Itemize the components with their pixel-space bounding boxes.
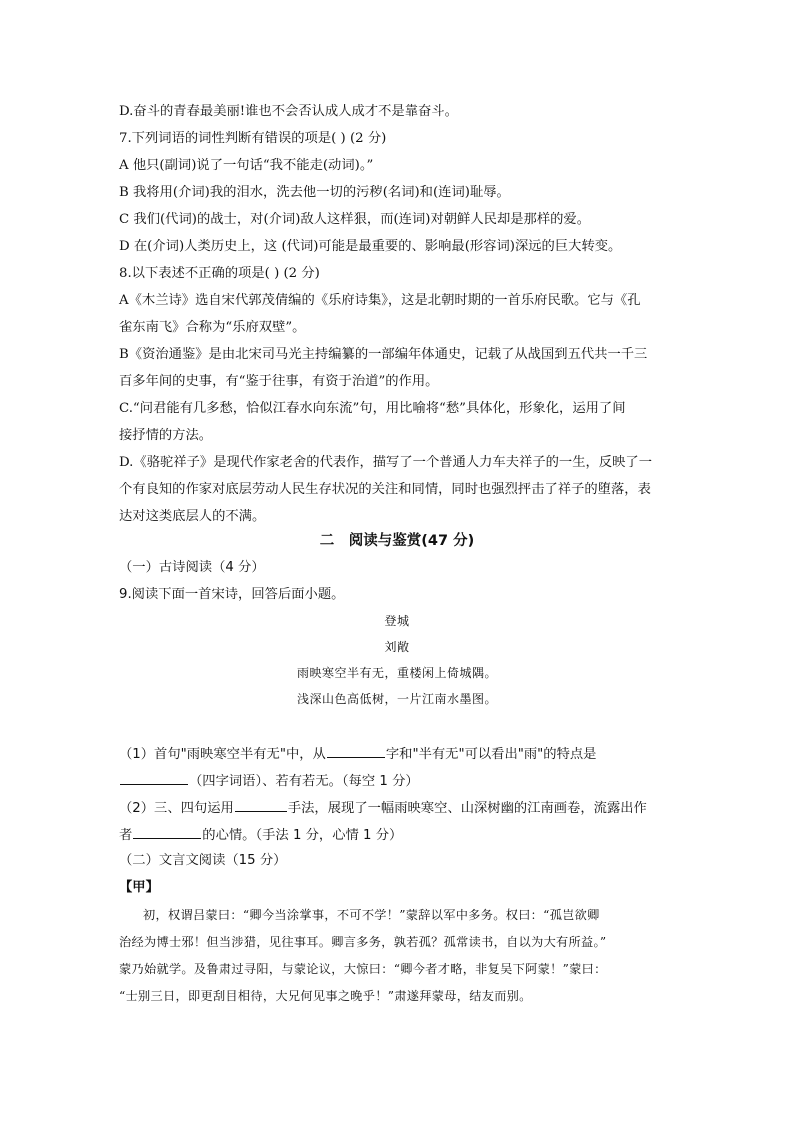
answer-blank[interactable] [120,770,188,785]
answer-blank[interactable] [133,824,201,839]
passage-line-3: 蒙乃始就学。及鲁肃过寻阳，与蒙论议，大惊曰：“卿今者才略，非复吴下阿蒙！”蒙曰： [119,962,607,976]
sub-1-text-b: 字和"半有无"可以看出"雨"的特点是 [385,747,597,762]
question-7-stem: 7.下列词语的词性判断有错误的项是( ) (2 分) [119,131,387,146]
sub-2-text-b: 手法，展现了一幅雨映寒空、山深树幽的江南画卷，流露出作 [287,801,647,816]
sub-1-text-a: （1）首句"雨映寒空半有无"中，从 [119,747,326,762]
question-9-stem: 9.阅读下面一首宋诗，回答后面小题。 [119,587,345,602]
question-8-option-c-line2: 接抒情的方法。 [119,428,213,443]
answer-blank[interactable] [327,743,385,758]
question-9-sub-2-line2 [119,824,689,846]
question-8-option-b-line2: 百多年间的史事，有“鉴于往事，有资于治道”的作用。 [119,374,439,389]
question-8-option-d-line2: 个有良知的作家对底层劳动人民生存状况的关注和同情，同时也强烈抨击了祥子的堕落，表 [119,482,651,497]
passage-label: 【甲】 [119,880,159,895]
poem-title: 登城 [384,614,410,628]
question-8-option-c-line1: C.“问君能有几多愁，恰似江春水向东流”句，用比喻将“愁”具体化，形象化，运用了间 [119,401,626,416]
question-9-sub-1-line2 [119,770,689,792]
question-7-option-c: C 我们(代词)的战士，对(介词)敌人这样狠，而(连词)对朝鲜人民却是那样的爱。 [119,212,591,227]
question-8-option-a-line2: 雀东南飞》合称为“乐府双壁”。 [119,320,306,335]
poem-author: 刘敞 [384,640,410,654]
passage-line-2: 治经为博士邪！但当涉猎，见往事耳。卿言多务，孰若孤？孤常读书，自以为大有所益。” [119,935,607,949]
poem-line-1: 雨映寒空半有无，重楼闲上倚城隅。 [296,666,497,680]
sub-2-text-c: 者 [119,828,133,843]
question-8-option-b-line1: B《资治通鉴》是由北宋司马光主持编纂的一部编年体通史，记载了从战国到五代共一千三 [119,347,648,362]
passage-line-4: “士别三日，即更刮目相待，大兄何见事之晚乎！”肃遂拜蒙母，结友而别。 [119,989,532,1003]
passage-line-1: 初，权谓吕蒙曰：“卿今当涂掌事，不可不学！”蒙辞以军中多务。权曰：“孤岂欲卿 [143,908,600,922]
sub-2-text-d: 的心情。（手法 1 分，心情 1 分） [202,828,403,843]
question-8-stem: 8.以下表述不正确的项是( ) (2 分) [119,266,320,281]
question-7-option-d: D 在(介词)人类历史上，这 (代词)可能是最重要的、影响最(形容词)深远的巨大转变。 [119,239,622,254]
question-9-sub-2-line1 [119,797,689,819]
part-1-heading: （一）古诗阅读（4 分） [119,560,265,575]
sub-1-text-c: （四字词语）、若有若无。（每空 1 分） [189,774,419,789]
poem-line-2: 浅深山色高低树，一片江南水墨图。 [296,692,497,706]
question-6-option-d: D.奋斗的青春最美丽!谁也不会否认成人成才不是靠奋斗。 [119,104,458,119]
section-heading: 二 阅读与鉴赏(47 分) [319,533,475,549]
question-9-sub-1-line1 [119,743,689,765]
question-7-option-b: B 我将用(介词)我的泪水，洗去他一切的污秽(名词)和(连词)耻辱。 [119,185,510,200]
answer-blank[interactable] [235,797,287,812]
question-8-option-d-line1: D.《骆驼祥子》是现代作家老舍的代表作，描写了一个普通人力车夫祥子的一生，反映了一 [119,455,652,470]
question-7-option-a: A 他只(副词)说了一句话“我不能走(动词)。” [119,158,374,173]
question-8-option-d-line3: 达对这类底层人的不满。 [119,509,266,524]
part-2-heading: （二）文言文阅读（15 分） [119,853,287,868]
sub-2-text-a: （2）三、四句运用 [119,801,234,816]
question-8-option-a-line1: A《木兰诗》选自宋代郭茂倩编的《乐府诗集》，这是北朝时期的一首乐府民歌。它与《孔 [119,293,641,308]
